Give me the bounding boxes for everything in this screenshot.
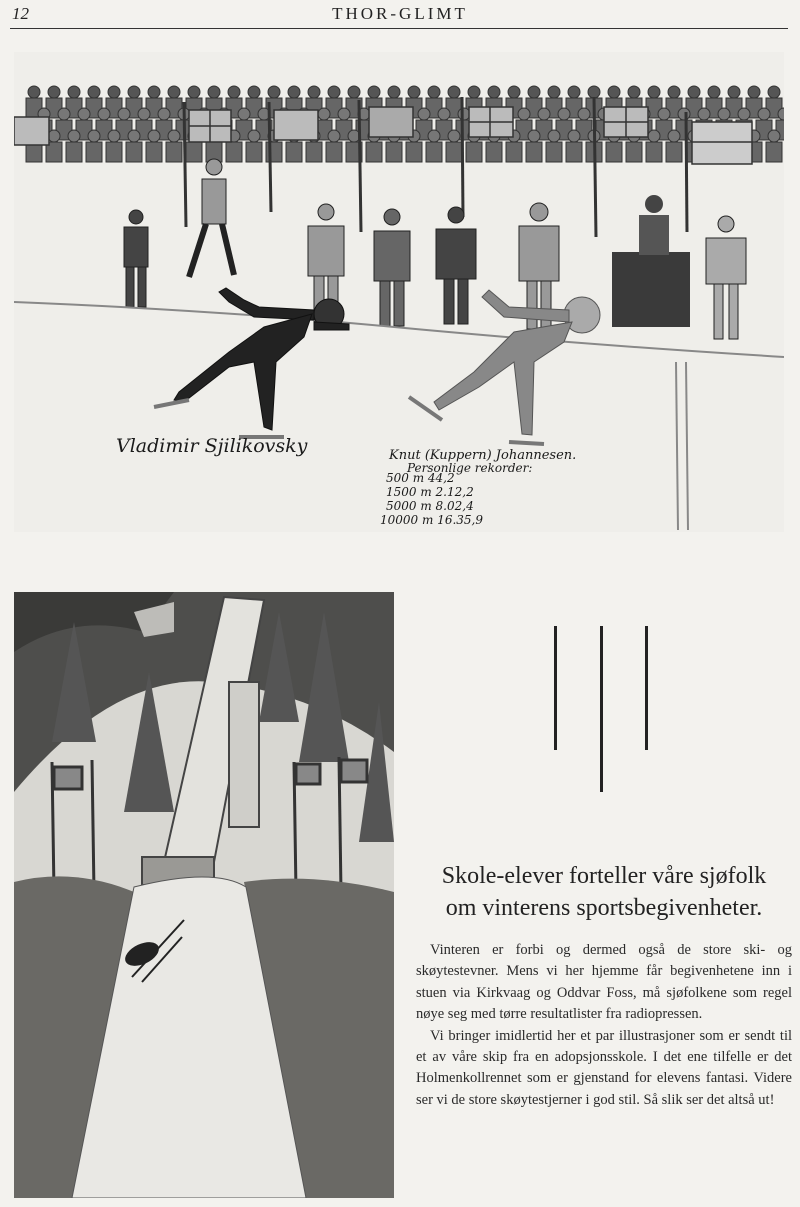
running-title: THOR-GLIMT <box>332 4 468 23</box>
article-title <box>413 860 795 924</box>
skater-right <box>409 290 600 444</box>
ski-jump-drawing-art <box>14 592 394 1198</box>
caption-left-skater: Vladimir Sjilikovsky <box>116 435 308 457</box>
skating-drawing-art <box>14 52 784 532</box>
article-body <box>416 940 792 1111</box>
record-row: 500 m 44,2 <box>386 471 455 485</box>
page-number: 12 <box>12 4 29 23</box>
judge-podium <box>612 195 690 327</box>
header-rule <box>10 28 788 29</box>
article-paragraph-2: Vi bringer imidlertid her et par illustrasjoner som er sendt til et av våre skip fra en adopsjonsskole. I det ene tilfelle er det Holmenkollrennet som er gjenstand for elevens fantasi. Videre ser vi de store skøytestjerner i god stil. Så slik ser det altså ut! <box>416 1027 792 1108</box>
record-row: 10000 m 16.35,9 <box>380 513 483 527</box>
article-title-line-2: om vinterens sportsbegivenheter. <box>445 895 763 921</box>
records-list <box>380 471 483 527</box>
skating-drawing <box>14 52 784 532</box>
decorative-bars <box>550 626 670 796</box>
records-heading: Personlige rekorder: <box>407 461 533 475</box>
caption-right-skater: Knut (Kuppern) Johannesen. <box>389 448 577 463</box>
article-title-line-1: Skole-elever forteller våre sjøfolk <box>441 863 767 889</box>
article-paragraph-1: Vinteren er forbi og dermed også de store ski- og skøytestevner. Mens vi her hjemme får begivenhetene inn i stuen via Kirkvaag og Oddvar Foss, må sjøfolkene som regel nøye seg med tørre resultatlister fra radiopressen. <box>416 942 792 1023</box>
ski-jump-drawing <box>14 592 394 1198</box>
record-row: 1500 m 2.12,2 <box>386 485 474 499</box>
record-row: 5000 m 8.02,4 <box>386 499 474 513</box>
